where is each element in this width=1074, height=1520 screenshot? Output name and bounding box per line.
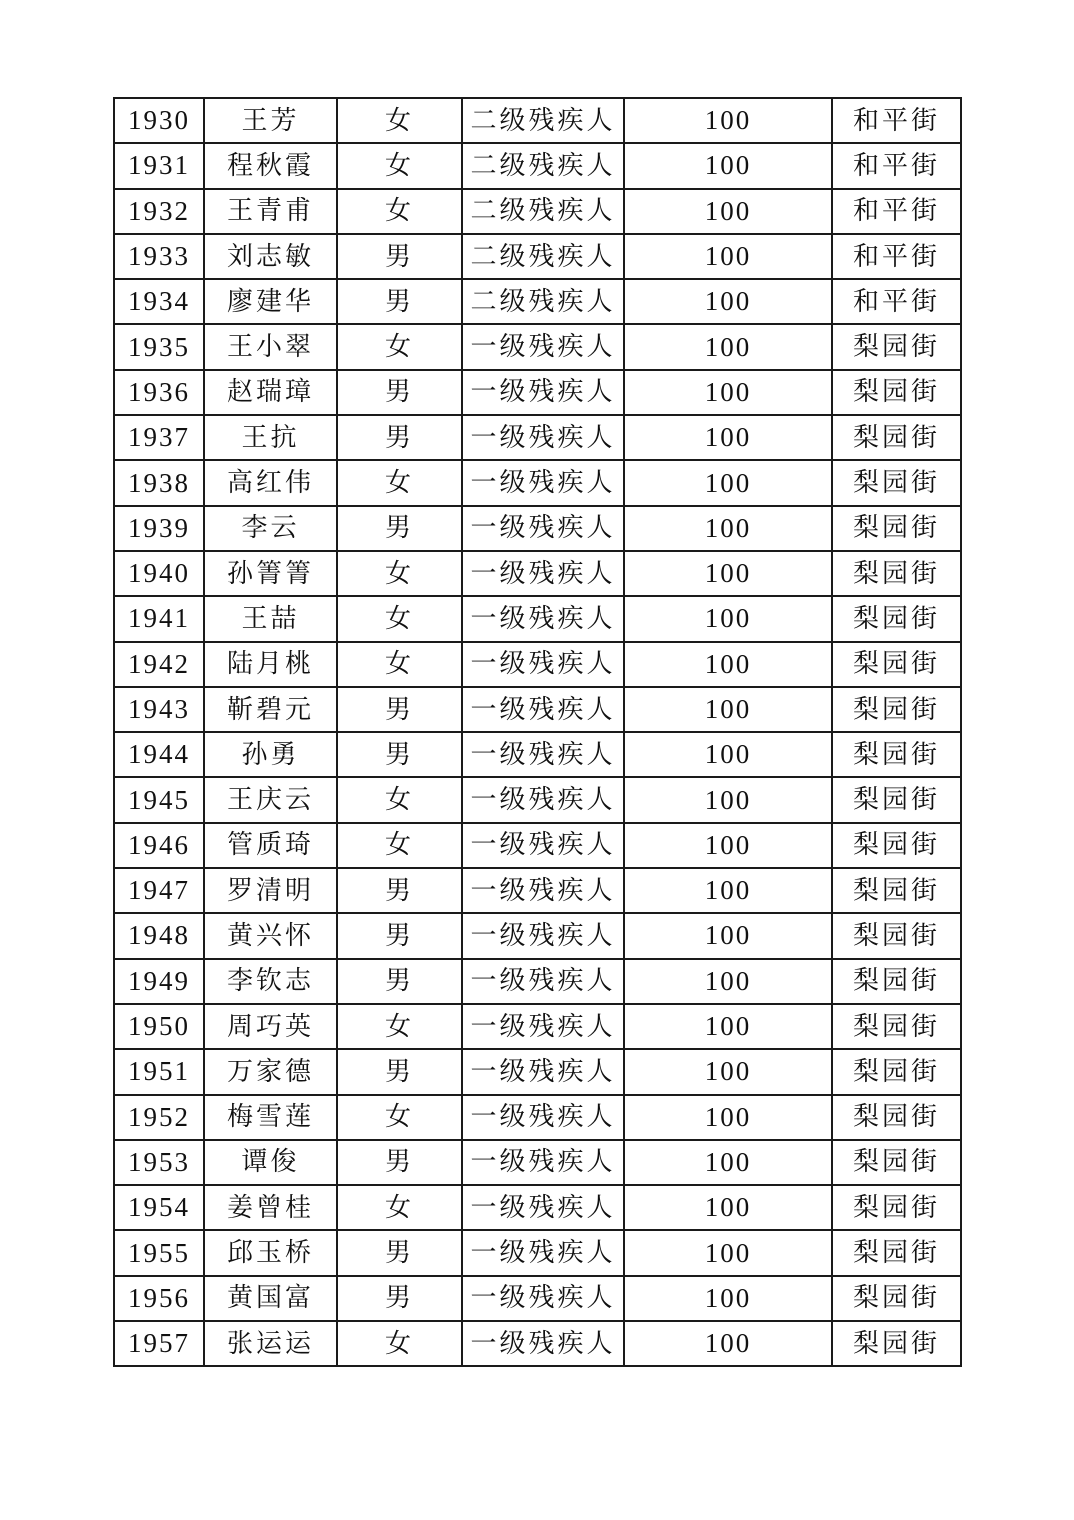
cell-gender: 女 <box>337 823 462 868</box>
cell-street: 梨园街 <box>832 1095 961 1140</box>
cell-amount: 100 <box>624 234 832 279</box>
cell-disability-level: 一级残疾人 <box>462 551 624 596</box>
table-row <box>114 1049 961 1094</box>
cell-gender: 女 <box>337 324 462 369</box>
cell-gender: 男 <box>337 1049 462 1094</box>
cell-disability-level: 二级残疾人 <box>462 189 624 234</box>
cell-amount: 100 <box>624 143 832 188</box>
cell-number: 1938 <box>114 460 204 505</box>
table-row <box>114 279 961 324</box>
cell-disability-level: 一级残疾人 <box>462 913 624 958</box>
cell-amount: 100 <box>624 687 832 732</box>
cell-amount: 100 <box>624 1049 832 1094</box>
cell-disability-level: 一级残疾人 <box>462 1230 624 1275</box>
cell-number: 1931 <box>114 143 204 188</box>
cell-number: 1942 <box>114 642 204 687</box>
cell-street: 梨园街 <box>832 1140 961 1185</box>
cell-name: 黄兴怀 <box>204 913 337 958</box>
cell-number: 1946 <box>114 823 204 868</box>
cell-gender: 女 <box>337 460 462 505</box>
cell-gender: 女 <box>337 143 462 188</box>
cell-gender: 男 <box>337 732 462 777</box>
cell-name: 王庆云 <box>204 777 337 822</box>
table-row <box>114 913 961 958</box>
subsidy-table <box>113 97 962 1367</box>
table-row <box>114 460 961 505</box>
cell-disability-level: 一级残疾人 <box>462 732 624 777</box>
cell-number: 1956 <box>114 1276 204 1321</box>
cell-name: 王喆 <box>204 596 337 641</box>
cell-disability-level: 一级残疾人 <box>462 1095 624 1140</box>
table-row <box>114 959 961 1004</box>
cell-number: 1951 <box>114 1049 204 1094</box>
table-row <box>114 415 961 460</box>
cell-street: 梨园街 <box>832 959 961 1004</box>
cell-gender: 女 <box>337 596 462 641</box>
cell-disability-level: 一级残疾人 <box>462 1185 624 1230</box>
cell-street: 梨园街 <box>832 370 961 415</box>
cell-disability-level: 一级残疾人 <box>462 324 624 369</box>
cell-name: 高红伟 <box>204 460 337 505</box>
cell-disability-level: 一级残疾人 <box>462 1276 624 1321</box>
cell-disability-level: 一级残疾人 <box>462 596 624 641</box>
table-row <box>114 324 961 369</box>
cell-number: 1939 <box>114 506 204 551</box>
cell-name: 靳碧元 <box>204 687 337 732</box>
cell-gender: 女 <box>337 189 462 234</box>
table-row <box>114 1230 961 1275</box>
cell-gender: 男 <box>337 959 462 1004</box>
cell-street: 和平街 <box>832 98 961 143</box>
cell-disability-level: 一级残疾人 <box>462 1140 624 1185</box>
cell-amount: 100 <box>624 823 832 868</box>
cell-disability-level: 一级残疾人 <box>462 823 624 868</box>
cell-number: 1933 <box>114 234 204 279</box>
table-row <box>114 1004 961 1049</box>
cell-street: 梨园街 <box>832 596 961 641</box>
cell-number: 1934 <box>114 279 204 324</box>
cell-gender: 男 <box>337 234 462 279</box>
cell-amount: 100 <box>624 460 832 505</box>
cell-gender: 女 <box>337 1095 462 1140</box>
table-row <box>114 868 961 913</box>
cell-number: 1941 <box>114 596 204 641</box>
cell-street: 梨园街 <box>832 1185 961 1230</box>
cell-amount: 100 <box>624 324 832 369</box>
cell-amount: 100 <box>624 279 832 324</box>
cell-disability-level: 二级残疾人 <box>462 143 624 188</box>
cell-gender: 男 <box>337 1140 462 1185</box>
cell-number: 1935 <box>114 324 204 369</box>
table-row <box>114 189 961 234</box>
cell-number: 1950 <box>114 1004 204 1049</box>
table-row <box>114 143 961 188</box>
table-row <box>114 596 961 641</box>
cell-street: 梨园街 <box>832 1321 961 1366</box>
cell-street: 梨园街 <box>832 868 961 913</box>
cell-street: 梨园街 <box>832 642 961 687</box>
table-row <box>114 1276 961 1321</box>
cell-street: 梨园街 <box>832 1276 961 1321</box>
cell-name: 程秋霞 <box>204 143 337 188</box>
cell-number: 1957 <box>114 1321 204 1366</box>
cell-amount: 100 <box>624 1140 832 1185</box>
cell-disability-level: 二级残疾人 <box>462 234 624 279</box>
cell-name: 李云 <box>204 506 337 551</box>
table-row <box>114 1140 961 1185</box>
cell-gender: 女 <box>337 1321 462 1366</box>
cell-disability-level: 一级残疾人 <box>462 1049 624 1094</box>
cell-disability-level: 一级残疾人 <box>462 506 624 551</box>
cell-disability-level: 一级残疾人 <box>462 642 624 687</box>
cell-name: 管质琦 <box>204 823 337 868</box>
cell-name: 梅雪莲 <box>204 1095 337 1140</box>
cell-name: 姜曾桂 <box>204 1185 337 1230</box>
cell-gender: 女 <box>337 777 462 822</box>
cell-amount: 100 <box>624 189 832 234</box>
cell-number: 1948 <box>114 913 204 958</box>
cell-amount: 100 <box>624 551 832 596</box>
cell-gender: 女 <box>337 1185 462 1230</box>
cell-disability-level: 一级残疾人 <box>462 415 624 460</box>
table-row <box>114 98 961 143</box>
cell-disability-level: 一级残疾人 <box>462 868 624 913</box>
cell-number: 1936 <box>114 370 204 415</box>
table-row <box>114 642 961 687</box>
table-row <box>114 1095 961 1140</box>
cell-number: 1943 <box>114 687 204 732</box>
cell-gender: 男 <box>337 415 462 460</box>
cell-street: 和平街 <box>832 143 961 188</box>
cell-name: 刘志敏 <box>204 234 337 279</box>
cell-amount: 100 <box>624 1321 832 1366</box>
cell-street: 和平街 <box>832 234 961 279</box>
cell-amount: 100 <box>624 370 832 415</box>
cell-gender: 男 <box>337 506 462 551</box>
cell-amount: 100 <box>624 777 832 822</box>
cell-number: 1952 <box>114 1095 204 1140</box>
cell-number: 1955 <box>114 1230 204 1275</box>
cell-disability-level: 一级残疾人 <box>462 370 624 415</box>
cell-street: 和平街 <box>832 189 961 234</box>
cell-name: 万家德 <box>204 1049 337 1094</box>
cell-name: 王抗 <box>204 415 337 460</box>
cell-amount: 100 <box>624 1276 832 1321</box>
cell-name: 周巧英 <box>204 1004 337 1049</box>
cell-gender: 男 <box>337 1230 462 1275</box>
cell-amount: 100 <box>624 596 832 641</box>
table-row <box>114 370 961 415</box>
cell-amount: 100 <box>624 415 832 460</box>
cell-disability-level: 二级残疾人 <box>462 98 624 143</box>
cell-number: 1944 <box>114 732 204 777</box>
cell-gender: 女 <box>337 642 462 687</box>
cell-name: 罗清明 <box>204 868 337 913</box>
table-row <box>114 823 961 868</box>
table-body <box>114 98 961 1366</box>
cell-name: 谭俊 <box>204 1140 337 1185</box>
table-row <box>114 1185 961 1230</box>
cell-street: 梨园街 <box>832 506 961 551</box>
cell-disability-level: 一级残疾人 <box>462 1004 624 1049</box>
cell-disability-level: 一级残疾人 <box>462 1321 624 1366</box>
cell-street: 梨园街 <box>832 823 961 868</box>
cell-name: 王芳 <box>204 98 337 143</box>
cell-amount: 100 <box>624 1095 832 1140</box>
cell-street: 梨园街 <box>832 1049 961 1094</box>
cell-gender: 男 <box>337 913 462 958</box>
cell-disability-level: 一级残疾人 <box>462 460 624 505</box>
cell-gender: 男 <box>337 868 462 913</box>
cell-street: 梨园街 <box>832 415 961 460</box>
cell-gender: 女 <box>337 98 462 143</box>
cell-gender: 女 <box>337 551 462 596</box>
cell-street: 梨园街 <box>832 551 961 596</box>
cell-gender: 女 <box>337 1004 462 1049</box>
cell-street: 梨园街 <box>832 460 961 505</box>
cell-gender: 男 <box>337 687 462 732</box>
cell-number: 1954 <box>114 1185 204 1230</box>
cell-amount: 100 <box>624 1230 832 1275</box>
cell-disability-level: 一级残疾人 <box>462 687 624 732</box>
cell-number: 1945 <box>114 777 204 822</box>
cell-amount: 100 <box>624 1185 832 1230</box>
cell-name: 王小翠 <box>204 324 337 369</box>
cell-amount: 100 <box>624 959 832 1004</box>
cell-amount: 100 <box>624 913 832 958</box>
cell-amount: 100 <box>624 642 832 687</box>
cell-gender: 男 <box>337 370 462 415</box>
cell-name: 孙勇 <box>204 732 337 777</box>
cell-disability-level: 二级残疾人 <box>462 279 624 324</box>
cell-gender: 男 <box>337 1276 462 1321</box>
cell-number: 1932 <box>114 189 204 234</box>
cell-amount: 100 <box>624 98 832 143</box>
table-row <box>114 687 961 732</box>
table-row <box>114 506 961 551</box>
cell-name: 陆月桃 <box>204 642 337 687</box>
table-row <box>114 234 961 279</box>
cell-amount: 100 <box>624 868 832 913</box>
cell-number: 1937 <box>114 415 204 460</box>
cell-name: 王青甫 <box>204 189 337 234</box>
cell-street: 和平街 <box>832 279 961 324</box>
cell-name: 邱玉桥 <box>204 1230 337 1275</box>
cell-street: 梨园街 <box>832 324 961 369</box>
cell-number: 1930 <box>114 98 204 143</box>
cell-number: 1947 <box>114 868 204 913</box>
cell-street: 梨园街 <box>832 1004 961 1049</box>
cell-gender: 男 <box>337 279 462 324</box>
cell-number: 1949 <box>114 959 204 1004</box>
table-row <box>114 1321 961 1366</box>
cell-street: 梨园街 <box>832 732 961 777</box>
cell-street: 梨园街 <box>832 687 961 732</box>
cell-number: 1940 <box>114 551 204 596</box>
cell-disability-level: 一级残疾人 <box>462 777 624 822</box>
cell-name: 孙箐箐 <box>204 551 337 596</box>
cell-name: 李钦志 <box>204 959 337 1004</box>
table-row <box>114 732 961 777</box>
table-row <box>114 777 961 822</box>
cell-street: 梨园街 <box>832 1230 961 1275</box>
cell-name: 张运运 <box>204 1321 337 1366</box>
cell-street: 梨园街 <box>832 777 961 822</box>
cell-name: 赵瑞璋 <box>204 370 337 415</box>
table-row <box>114 551 961 596</box>
cell-amount: 100 <box>624 732 832 777</box>
cell-name: 黄国富 <box>204 1276 337 1321</box>
cell-amount: 100 <box>624 1004 832 1049</box>
cell-number: 1953 <box>114 1140 204 1185</box>
cell-name: 廖建华 <box>204 279 337 324</box>
cell-disability-level: 一级残疾人 <box>462 959 624 1004</box>
cell-street: 梨园街 <box>832 913 961 958</box>
cell-amount: 100 <box>624 506 832 551</box>
